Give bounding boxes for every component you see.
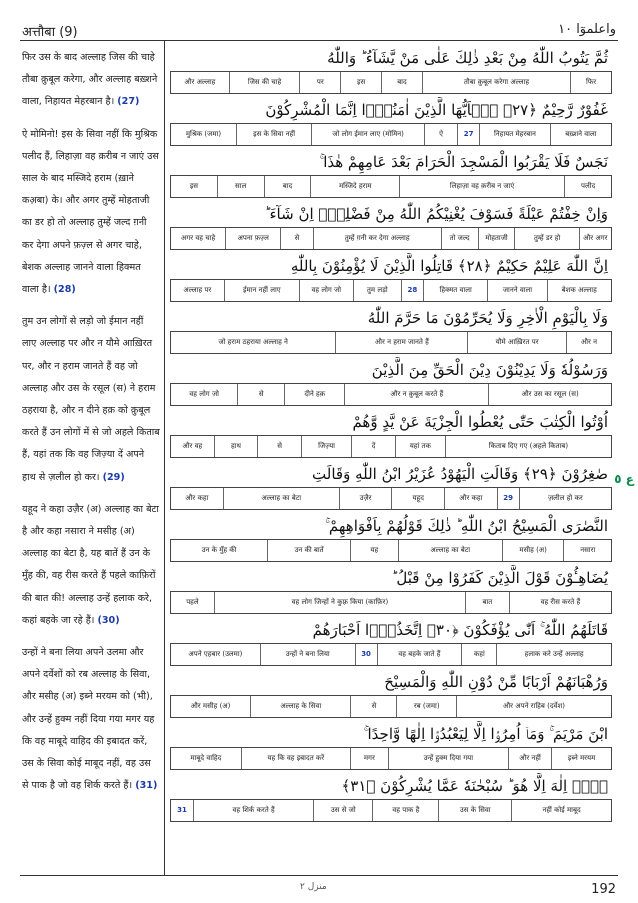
word-meaning-cell: और मसीह (अ) [190, 702, 231, 710]
word-meaning-row [170, 123, 612, 146]
arabic-verse-line: وَلَا بِالْيَوْمِ الْاٰخِرِ وَلَا يُحَرِّمُوْنَ مَا حَرَّمَ اللّٰهُ [367, 309, 608, 327]
word-meaning-row [170, 539, 612, 562]
word-meaning-cell: यह कि वह इबादत करें [241, 748, 350, 769]
word-meaning-cell: अल्लाह का बेटा [223, 488, 339, 509]
juz-header: واعلموٓا ١٠ [558, 22, 616, 37]
word-meaning-cell: यौमे आख़िरत पर [467, 332, 566, 353]
word-meaning-row [170, 175, 612, 198]
word-meaning-cell: वह पाक है [372, 800, 438, 821]
word-meaning-cell: इस के सिवा नहीं [236, 124, 311, 145]
translation-paragraph [22, 499, 160, 632]
word-meaning-cell: उन्हों ने बना लिया [260, 644, 355, 665]
word-meaning-cell: से [280, 228, 312, 249]
word-meaning-row [170, 71, 612, 94]
word-meaning-cell: उन्हें हुक्म दिया गया [388, 748, 508, 769]
arabic-verse-line: نَجَسٌ فَلَا يَقْرَبُوا الْمَسْجِدَ الْحَرَامَ بَعْدَ عَامِهِمْ هٰذَا ۚ [319, 153, 608, 171]
translation-text: यहूद ने कहा उज़ैर (अ) अल्लाह का बेटा है और कहा नसारा ने मसीह (अ) अल्लाह का बेटा है, यह बातें हैं उन के मुँह की, वह रीस करते हैं पहले काफ़िरों की बात की! अल्लाह उन्हें हलाक करे, कहां बहके जा रहे हैं। [22, 503, 159, 626]
word-meaning-cell: तुम्हें ग़नी कर देगा अल्लाह [313, 228, 441, 249]
word-meaning-cell: जिज़्या [301, 436, 351, 457]
word-meaning-cell: 30 [355, 644, 377, 665]
translation-paragraph [22, 124, 160, 302]
word-meaning-cell: नहीं कोई माबूद [511, 800, 611, 821]
word-meaning-cell: से [237, 384, 284, 405]
word-meaning-cell: कहां [461, 644, 496, 665]
word-meaning-cell: से [350, 696, 396, 717]
word-meaning-cell: इब्ने मरयम [551, 748, 611, 769]
word-meaning-row [170, 383, 612, 406]
word-meaning-cell: जिस की चाहे [229, 72, 300, 93]
word-meaning-cell: 28 [401, 280, 423, 301]
word-meaning-cell: बाद [381, 72, 422, 93]
word-meaning-cell: अगर वह चाहे [180, 234, 216, 242]
word-meaning-cell: दें [351, 436, 395, 457]
word-meaning-cell: जो हराम ठहराया अल्लाह ने [218, 338, 288, 346]
translation-text: फिर उस के बाद अल्लाह जिस की चाहे तौबा क़ुबूल करेगा, और अल्लाह बख़्शने वाला, निहायत मेहरबान है। [22, 52, 158, 108]
word-meaning-cell: यह [350, 540, 398, 561]
word-meaning-cell: किताब दिए गए (अहले किताब) [445, 436, 611, 457]
word-meaning-cell: मगर [350, 748, 388, 769]
word-meaning-cell: ऐ [424, 124, 457, 145]
word-meaning-row [170, 643, 612, 666]
manzil-label: منزل ٢ [300, 882, 327, 892]
word-meaning-cell: वह बहके जाते हैं [377, 644, 462, 665]
word-meaning-cell: 29 [497, 488, 519, 509]
word-meaning-cell: निहायत मेहरबान [479, 124, 550, 145]
word-by-word-column [170, 45, 612, 825]
word-meaning-cell: बात [465, 592, 509, 613]
word-meaning-cell: वह शिर्क करते हैं [193, 800, 313, 821]
word-meaning-cell: वह लोग जिन्हों ने कुफ़्र किया (काफ़िर) [214, 592, 465, 613]
word-meaning-cell: वह रीस करते हैं [509, 592, 611, 613]
verse-number: (31) [135, 780, 158, 792]
word-meaning-cell: मसीह (अ) [502, 540, 564, 561]
word-meaning-row [170, 799, 612, 822]
word-meaning-cell: वह लोग जो [299, 280, 353, 301]
translation-text: तुम उन लोगों से लड़ो जो ईमान नहीं लाए अल्लाह पर और न यौमे आख़िरत पर, और न हराम जानते हैं वह जो अल्लाह और उस के रसूल (स) ने हराम ठहराया है, और न दीने हक़ को क़ुबूल करते हैं उन लोगों में से जो अहले किताब हैं, यहां तक कि वह जिज़्या दें अपने हाथ से ज़लील हो कर। [22, 316, 160, 483]
word-meaning-row [170, 695, 612, 718]
translation-text: उन्हों ने बना लिया अपने उलमा और अपने दर्वेशों को रब अल्लाह के सिवा, और मसीह (अ) इब्ने मरयम को (भी), और उन्हें हुक्म नहीं दिया गया मगर यह कि वह माबूदे वाहिद की इबादत करें, उस के सिवा कोई माबूद नहीं, वह उस से पाक है जो वह शिर्क करते हैं। [22, 647, 155, 792]
word-meaning-cell: और नहीं [508, 748, 551, 769]
translation-paragraph [22, 642, 160, 797]
verse-number: (29) [102, 471, 125, 483]
word-meaning-cell: यहूद [391, 488, 444, 509]
translation-paragraph [22, 47, 160, 114]
arabic-verse-line: ثُمَّ يَتُوبُ اللّٰهُ مِنْ بَعْدِ ذٰلِكَ عَلٰى مَنْ يَّشَآءُ ؕ وَاللّٰهُ [327, 49, 608, 67]
arabic-verse-line: النَّصٰرَى الْمَسِيْحُ ابْنُ اللّٰهِ ؕ ذٰلِكَ قَوْلُهُمْ بِاَفْوَاهِهِمْ ۚ [325, 517, 608, 535]
word-meaning-row [170, 435, 612, 458]
word-meaning-cell: उस से जो [313, 800, 372, 821]
word-meaning-row [170, 227, 612, 250]
translation-column [22, 47, 160, 808]
word-meaning-cell: नसारा [563, 540, 611, 561]
word-meaning-row [170, 747, 612, 770]
word-meaning-cell: बेशक अल्लाह [547, 280, 612, 301]
word-meaning-cell: ईमान नहीं लाए [224, 280, 299, 301]
word-meaning-cell: उज़ैर [339, 488, 392, 509]
word-meaning-cell: रब (जमा) [396, 696, 456, 717]
word-meaning-cell: और अल्लाह [184, 78, 216, 86]
ruku-mark: ع ٥ [614, 472, 634, 486]
word-meaning-cell: से [257, 436, 301, 457]
word-meaning-cell: 27 [457, 124, 479, 145]
word-meaning-cell: उस के सिवा [438, 800, 511, 821]
arabic-verse-line: اِنَّ اللّٰهَ عَلِيْمٌ حَكِيْمٌ ﴿٢٨﴾ قَاتِلُوا الَّذِيْنَ لَا يُؤْمِنُوْنَ بِاللّٰهِ [290, 257, 608, 275]
word-meaning-row [170, 591, 612, 614]
word-meaning-cell: वह लोग जो [189, 390, 219, 398]
word-meaning-cell: और उस का रसूल (स) [488, 384, 611, 405]
word-meaning-cell: पलीद [564, 176, 611, 197]
arabic-verse-line: اُوْتُوا الْكِتٰبَ حَتّٰى يُعْطُوا الْجِزْيَةَ عَنْ يَّدٍ وَّهُمْ [352, 413, 608, 431]
verse-number: (27) [117, 96, 140, 108]
word-meaning-cell: अल्लाह के सिवा [250, 696, 350, 717]
word-meaning-cell: तो जल्द [441, 228, 478, 249]
word-meaning-cell: और कहा [185, 494, 209, 502]
word-meaning-cell: मुश्रिक (जमा) [185, 130, 222, 138]
word-meaning-row [170, 279, 612, 302]
word-meaning-cell: इस [189, 182, 198, 190]
word-meaning-cell: उन की बातें [267, 540, 350, 561]
word-meaning-cell: यहां तक [395, 436, 445, 457]
word-meaning-cell: लिहाज़ा वह क़रीब न जाएं [399, 176, 564, 197]
arabic-verse-line: غَفُوْرٌ رَّحِيْمٌ ﴿٢٧﴾ يٰۤاَيُّهَا الَّذِيْنَ اٰمَنُوْۤا اِنَّمَا الْمُشْرِكُوْنَ [265, 101, 608, 119]
word-meaning-cell: और न क़ुबूल करते हैं [344, 384, 488, 405]
arabic-verse-line: قَاتَلَهُمُ اللّٰهُ ۚ اَنّٰى يُؤْفَكُوْنَ ﴿٣٠﴾ اِتَّخَذُوْۤا اَحْبَارَهُمْ [312, 621, 608, 639]
word-meaning-cell: और अगर [579, 228, 611, 249]
verse-number: (28) [53, 284, 76, 296]
word-meaning-cell: अपना फ़ज़्ल [225, 228, 280, 249]
header-divider [20, 40, 618, 41]
word-meaning-row [170, 331, 612, 354]
arabic-verse-line: وَرُهْبَانَهُمْ اَرْبَابًا مِّنْ دُوْنِ اللّٰهِ وَالْمَسِيْحَ [384, 673, 608, 691]
word-meaning-cell: तुम्हें डर हो [514, 228, 578, 249]
arabic-verse-line: وَاِنْ خِفْتُمْ عَيْلَةً فَسَوْفَ يُغْنِيْكُمُ اللّٰهُ مِنْ فَضْلِهٖۤ اِنْ شَآءَ ؕ [264, 205, 608, 223]
word-meaning-cell: बख़्शने वाला [550, 124, 611, 145]
word-meaning-cell: मोहताजी [478, 228, 515, 249]
word-meaning-cell: हलाक करे उन्हें अल्लाह [496, 644, 611, 665]
arabic-verse-line: يُضَاهِـُٔوْنَ قَوْلَ الَّذِيْنَ كَفَرُوْا مِنْ قَبْلُ ؕ [391, 569, 608, 587]
word-meaning-cell: और न [566, 332, 611, 353]
arabic-verse-line: ابْنَ مَرْيَمَ ۚ وَمَاۤ اُمِرُوْۤا اِلَّا لِيَعْبُدُوْۤا اِلٰهًا وَّاحِدًا ۚ [363, 725, 608, 743]
word-meaning-cell: तौबा क़ुबूल करेगा अल्लाह [422, 72, 570, 93]
word-meaning-cell: जो लोग ईमान लाए (मोमिन) [311, 124, 424, 145]
word-meaning-cell: दीने हक़ [284, 384, 344, 405]
page-number: 192 [591, 882, 616, 897]
word-meaning-cell: तुम लड़ो [353, 280, 401, 301]
translation-paragraph [22, 311, 160, 489]
translation-text: ऐ मोमिनो! इस के सिवा नहीं कि मुश्रिक पलीद हैं, लिहाज़ा वह क़रीब न जाएं उस साल के बाद मस्जिदे हराम (ख़ाने कअ़बा) के। और अगर तुम्हें मोहताजी का डर हो तो अल्लाह तुम्हें जल्द ग़नी कर देगा अपने फ़ज़्ल से अगर चाहे, बेशक अल्लाह जानने वाला हिक्मत वाला है। [22, 128, 159, 296]
word-meaning-cell: अल्लाह का बेटा [398, 540, 502, 561]
word-meaning-row [170, 487, 612, 510]
word-meaning-cell: और अपने राहिब (दर्वेश) [456, 696, 611, 717]
arabic-verse-line: وَرَسُوْلُهٗ وَلَا يَدِيْنُوْنَ دِيْنَ الْحَقِّ مِنَ الَّذِيْنَ [371, 361, 608, 379]
word-meaning-cell: फिर [570, 72, 611, 93]
word-meaning-cell: मस्जिदे हराम [310, 176, 399, 197]
word-meaning-cell: साल [217, 176, 264, 197]
verse-number: (30) [97, 614, 120, 626]
word-meaning-cell: हाथ [214, 436, 258, 457]
word-meaning-cell: और कहा [444, 488, 497, 509]
surah-name-header: अत्तौबा (9) [22, 25, 78, 40]
word-meaning-cell: बाद [264, 176, 311, 197]
word-meaning-cell: और वह [182, 442, 203, 450]
word-meaning-cell: हिक्मत वाला [423, 280, 488, 301]
arabic-verse-line: لَاۤ اِلٰهَ اِلَّا هُوَ ؕ سُبْحٰنَهٗ عَمَّا يُشْرِكُوْنَ ﴿٣١﴾ [341, 777, 608, 795]
footer-divider [20, 875, 618, 876]
arabic-verse-line: صٰغِرُوْنَ ﴿٢٩﴾ وَقَالَتِ الْيَهُوْدُ عُزَيْرُ ابْنُ اللّٰهِ وَقَالَتِ [312, 465, 608, 483]
word-meaning-cell: ज़लील हो कर [519, 488, 611, 509]
word-meaning-cell: 31 [177, 806, 187, 814]
word-meaning-cell: जानने वाला [487, 280, 546, 301]
word-meaning-cell: और न हराम जानते हैं [335, 332, 467, 353]
column-divider [164, 40, 165, 875]
word-meaning-cell: अल्लाह पर [183, 286, 212, 294]
word-meaning-cell: पहले [186, 598, 199, 606]
word-meaning-cell: पर [299, 72, 340, 93]
word-meaning-cell: इस [340, 72, 381, 93]
word-meaning-cell: माबूदे वाहिद [190, 754, 222, 762]
word-meaning-cell: उन के मुँह की [201, 546, 237, 554]
word-meaning-cell: अपने एहबार (उलमा) [188, 650, 243, 658]
